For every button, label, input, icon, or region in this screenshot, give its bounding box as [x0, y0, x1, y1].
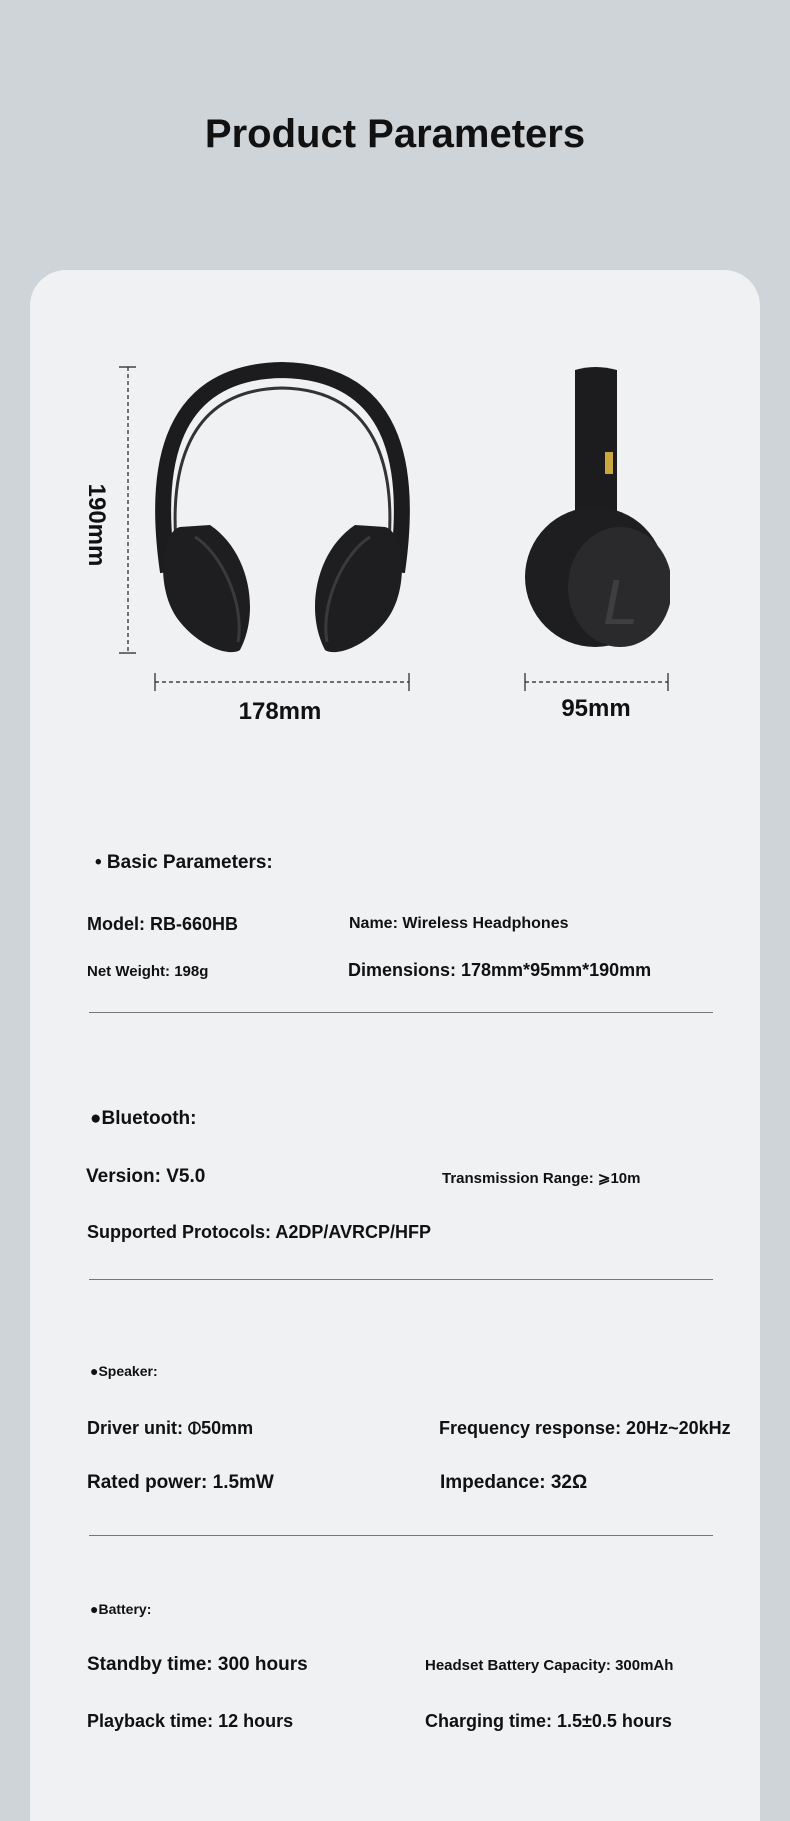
svg-text:L: L	[603, 566, 639, 638]
model-value: Model: RB-660HB	[87, 914, 239, 934]
frequency-value: Frequency response: 20Hz~20kHz	[439, 1418, 731, 1438]
dimensions-value: Dimensions: 178mm*95mm*190mm	[348, 960, 652, 980]
width-dimension-label: 178mm	[238, 698, 322, 725]
weight-value: Net Weight: 198g	[87, 963, 209, 980]
depth-dimension-label: 95mm	[561, 695, 631, 722]
dimension-lines	[0, 0, 790, 760]
bluetooth-heading: ●Bluetooth:	[90, 1108, 197, 1129]
speaker-heading: ●Speaker:	[90, 1363, 158, 1379]
range-value: Transmission Range: ⩾10m	[442, 1170, 641, 1187]
version-value: Version: V5.0	[86, 1166, 206, 1187]
basic-parameters-heading: • Basic Parameters:	[95, 852, 273, 873]
divider	[89, 1012, 713, 1013]
power-value: Rated power: 1.5mW	[87, 1472, 274, 1493]
height-dimension-label: 190mm	[83, 483, 110, 567]
capacity-value: Headset Battery Capacity: 300mAh	[425, 1657, 674, 1674]
standby-value: Standby time: 300 hours	[87, 1654, 308, 1675]
battery-heading: ●Battery:	[90, 1601, 152, 1617]
protocols-value: Supported Protocols: A2DP/AVRCP/HFP	[87, 1222, 432, 1242]
impedance-value: Impedance: 32Ω	[440, 1472, 588, 1493]
page-title: Product Parameters	[204, 112, 586, 156]
divider	[89, 1279, 713, 1280]
name-value: Name: Wireless Headphones	[349, 915, 569, 932]
playback-value: Playback time: 12 hours	[87, 1711, 294, 1731]
driver-value: Driver unit: ⦶50mm	[87, 1418, 254, 1438]
charging-value: Charging time: 1.5±0.5 hours	[425, 1711, 672, 1731]
divider	[89, 1535, 713, 1536]
